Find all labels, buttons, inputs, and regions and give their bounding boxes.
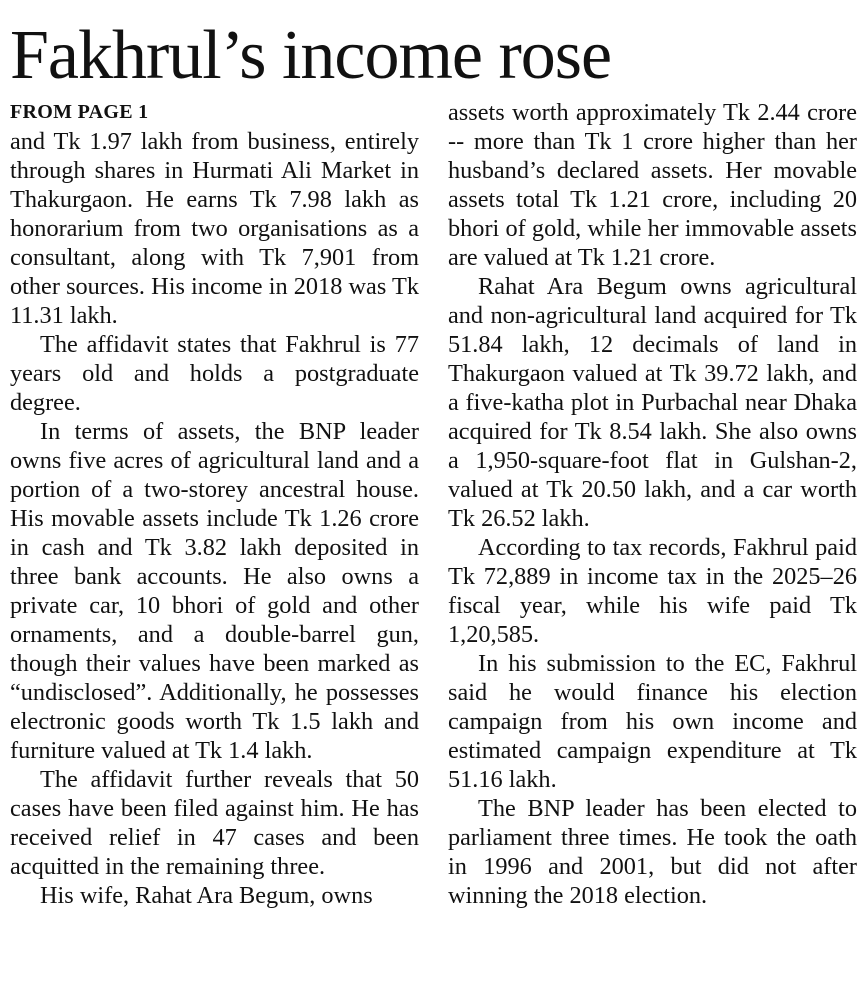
- headline: Fakhrul’s income rose: [10, 17, 612, 94]
- paragraph: In his submission to the EC, Fakhrul said he would finance his election campaign from his own income and estimated campaign expenditure at Tk 51.16 lakh.: [448, 650, 857, 793]
- paragraph: assets worth approximately Tk 2.44 crore -- more than Tk 1 crore higher than her husband’s declared assets. Her movable assets total Tk 1.21 crore, including 20 bhori of gold, while her immovable assets are valued at Tk 1.21 crore.: [448, 99, 857, 271]
- paragraph: In terms of assets, the BNP leader owns five acres of agricultural land and a portion of a two-storey ancestral house. His movable assets include Tk 1.26 crore in cash and Tk 3.82 lakh deposited in three bank accounts. He also owns a private car, 10 bhori of gold and other ornaments, and a double-barrel gun, though their values have been marked as “undisclosed”. Additionally, he possesses electronic goods worth Tk 1.5 lakh and furniture valued at Tk 1.4 lakh.: [10, 418, 419, 764]
- paragraph: According to tax records, Fakhrul paid Tk 72,889 in income tax in the 2025–26 fiscal year, while his wife paid Tk 1,20,585.: [448, 534, 857, 648]
- paragraph: and Tk 1.97 lakh from business, entirely through shares in Hurmati Ali Market in Thakurgaon. He earns Tk 7.98 lakh as honorarium from two organisations as a consultant, along with Tk 7,901 from other sources. His income in 2018 was Tk 11.31 lakh.: [10, 128, 419, 329]
- article-column-right: [448, 98, 857, 910]
- continuation-kicker: FROM PAGE 1: [10, 101, 149, 123]
- paragraph: Rahat Ara Begum owns agricultural and non-agricultural land acquired for Tk 51.84 lakh, 12 decimals of land in Thakurgaon valued at Tk 39.72 lakh, and a five-katha plot in Purbachal near Dhaka acquired for Tk 8.54 lakh. She also owns a 1,950-square-foot flat in Gulshan-2, valued at Tk 20.50 lakh, and a car worth Tk 26.52 lakh.: [448, 273, 857, 532]
- article-column-left: [10, 98, 419, 910]
- paragraph: His wife, Rahat Ara Begum, owns: [40, 882, 373, 909]
- paragraph: The affidavit further reveals that 50 cases have been filed against him. He has received relief in 47 cases and been acquitted in the remaining three.: [10, 766, 419, 880]
- paragraph: The BNP leader has been elected to parliament three times. He took the oath in 1996 and 2001, but did not after winning the 2018 election.: [448, 795, 857, 909]
- paragraph: The affidavit states that Fakhrul is 77 years old and holds a postgraduate degree.: [10, 331, 419, 416]
